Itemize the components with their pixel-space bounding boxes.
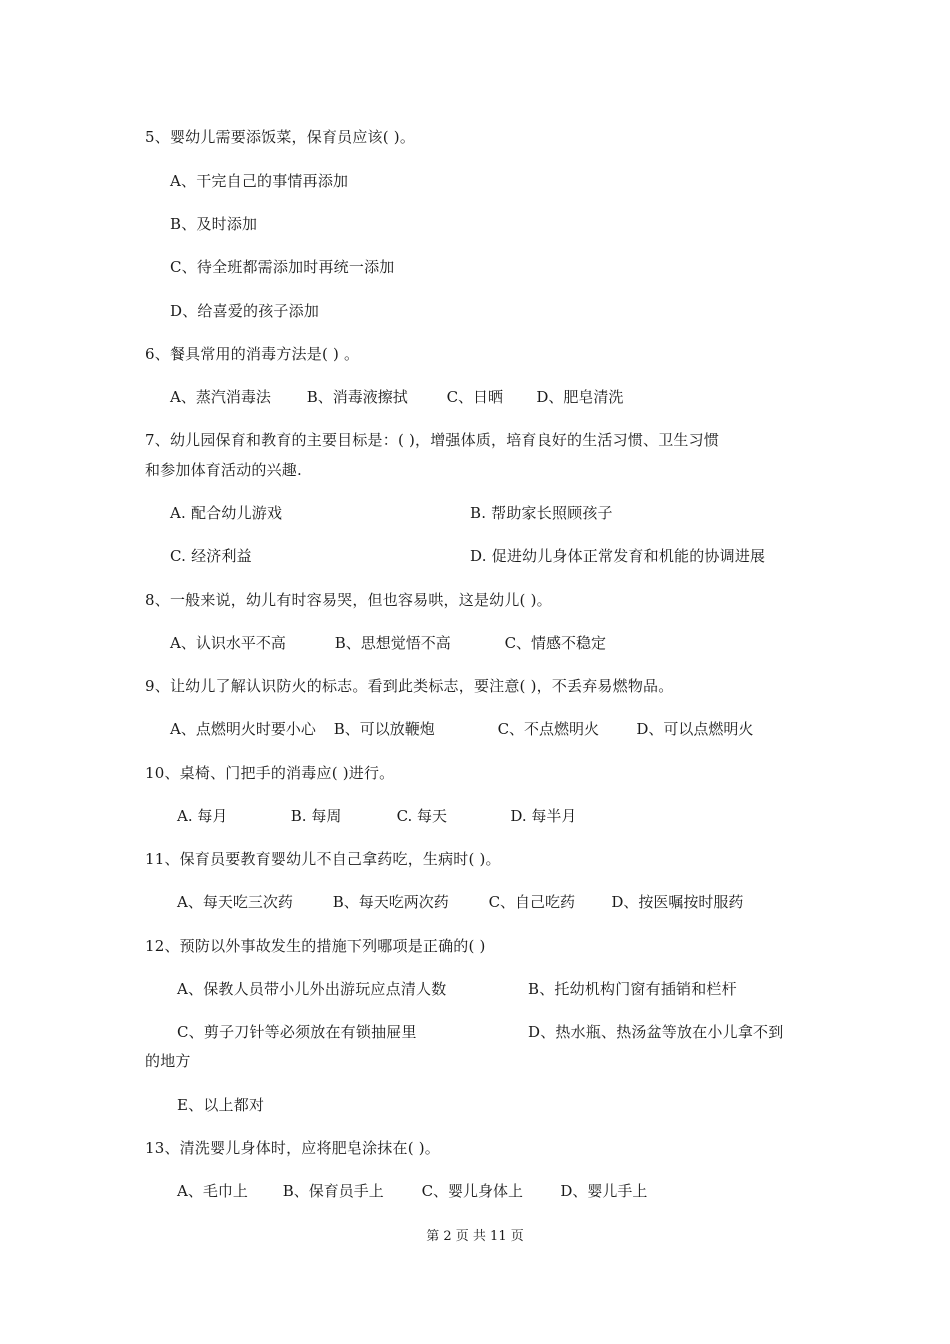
q8-option-c: C、情感不稳定 xyxy=(504,634,607,652)
q13-options xyxy=(177,1181,647,1201)
q9-option-b: B、可以放鞭炮 xyxy=(333,720,435,738)
q12-option-d-line2: 的地方 xyxy=(145,1052,191,1070)
q12-option-d-line1: D、热水瓶、热汤盆等放在小儿拿不到 xyxy=(528,1023,784,1041)
q12-stem: 12、预防以外事故发生的措施下列哪项是正确的( ) xyxy=(145,937,486,955)
q10-stem: 10、桌椅、门把手的消毒应( )进行。 xyxy=(145,764,395,782)
q7-option-d: D. 促进幼儿身体正常发育和机能的协调进展 xyxy=(470,547,766,565)
q7-stem-line2: 和参加体育活动的兴趣. xyxy=(145,461,302,479)
q11-option-c: C、自己吃药 xyxy=(488,893,576,911)
q10-option-c: C. 每天 xyxy=(396,807,448,825)
q13-option-a: A、毛巾上 xyxy=(177,1182,248,1200)
q12-option-c: C、剪子刀针等必须放在有锁抽屉里 xyxy=(177,1023,417,1041)
q10-option-b: B. 每周 xyxy=(290,807,342,825)
q6-option-d: D、肥皂清洗 xyxy=(536,388,624,406)
q13-stem: 13、清洗婴儿身体时，应将肥皂涂抹在( )。 xyxy=(145,1139,440,1157)
q11-option-d: D、按医嘱按时服药 xyxy=(611,893,744,911)
q10-options xyxy=(177,806,576,826)
q10-option-a: A. 每月 xyxy=(177,807,228,825)
q7-option-a: A. 配合幼儿游戏 xyxy=(170,504,283,522)
q6-option-c: C、日晒 xyxy=(446,388,504,406)
q5-stem: 5、婴幼儿需要添饭菜，保育员应该( )。 xyxy=(145,128,416,146)
q12-option-a: A、保教人员带小儿外出游玩应点清人数 xyxy=(177,980,447,998)
q5-option-c: C、待全班都需添加时再统一添加 xyxy=(170,258,395,276)
q7-option-b: B. 帮助家长照顾孩子 xyxy=(470,504,613,522)
q6-options xyxy=(170,387,623,407)
q9-options xyxy=(170,719,753,739)
page-number-footer: 第 2 页 共 11 页 xyxy=(426,1229,524,1244)
q10-option-d: D. 每半月 xyxy=(510,807,577,825)
q13-option-d: D、婴儿手上 xyxy=(560,1182,648,1200)
q5-option-a: A、干完自己的事情再添加 xyxy=(170,172,349,190)
q8-option-b: B、思想觉悟不高 xyxy=(334,634,451,652)
q6-option-b: B、消毒液擦拭 xyxy=(306,388,408,406)
q6-stem: 6、餐具常用的消毒方法是( ) 。 xyxy=(145,345,360,363)
q11-stem: 11、保育员要教育婴幼儿不自己拿药吃，生病时( )。 xyxy=(145,850,501,868)
q7-option-c: C. 经济利益 xyxy=(170,547,252,565)
q9-option-c: C、不点燃明火 xyxy=(497,720,600,738)
q9-stem: 9、让幼儿了解认识防火的标志。看到此类标志，要注意( )，不丢弃易燃物品。 xyxy=(145,677,674,695)
q5-option-b: B、及时添加 xyxy=(170,215,258,233)
q7-stem-line1: 7、幼儿园保育和教育的主要目标是：( )，增强体质，培育良好的生活习惯、卫生习惯 xyxy=(145,431,720,449)
q11-option-b: B、每天吃两次药 xyxy=(332,893,449,911)
q11-options xyxy=(177,892,743,912)
q11-option-a: A、每天吃三次药 xyxy=(177,893,293,911)
q9-option-d: D、可以点燃明火 xyxy=(636,720,754,738)
q8-stem: 8、一般来说，幼儿有时容易哭，但也容易哄，这是幼儿( )。 xyxy=(145,591,552,609)
q13-option-c: C、婴儿身体上 xyxy=(421,1182,524,1200)
q8-option-a: A、认识水平不高 xyxy=(170,634,286,652)
q13-option-b: B、保育员手上 xyxy=(282,1182,384,1200)
q6-option-a: A、蒸汽消毒法 xyxy=(170,388,271,406)
q8-options xyxy=(170,633,606,653)
q9-option-a: A、点燃明火时要小心 xyxy=(170,720,316,738)
q12-option-e: E、以上都对 xyxy=(177,1096,265,1114)
q12-option-b: B、托幼机构门窗有插销和栏杆 xyxy=(528,980,737,998)
q5-option-d: D、给喜爱的孩子添加 xyxy=(170,302,320,320)
